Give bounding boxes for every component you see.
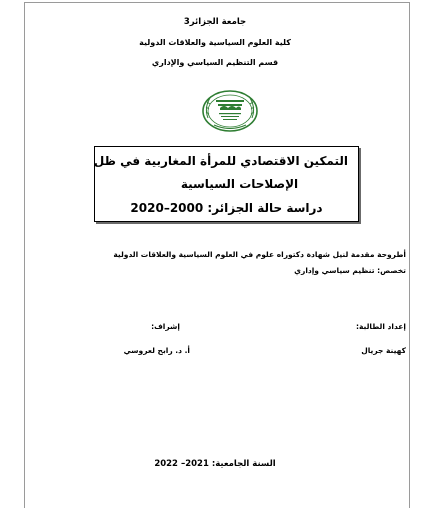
supervisor-name: أ. د. رابح لعروسي <box>123 346 190 355</box>
thesis-description: أطروحة مقدمة لنيل شهادة دكتوراه علوم في العلوم السياسية والعلاقات الدولية <box>113 250 406 259</box>
university-of-algiers-3-seal-icon <box>200 88 260 134</box>
title-line-3: دراسة حالة الجزائر: 2000–2020 <box>130 201 323 215</box>
student-name: كهينة جريال <box>361 346 406 355</box>
title-line-1: التمكين الاقتصادي للمرأة المغاربية في ظل <box>93 154 348 168</box>
academic-year: السنة الجامعية: 2021– 2022 <box>154 459 276 469</box>
faculty-name: كلية العلوم السياسية والعلاقات الدولية <box>139 38 291 47</box>
university-name: جامعة الجزائر3 <box>183 17 247 27</box>
prepared-by-label: إعداد الطالبة: <box>356 322 406 331</box>
title-line-2: الإصلاحات السياسية <box>180 177 299 191</box>
specialization: تخصص: تنظيم سياسي وإداري <box>294 266 406 275</box>
thesis-title-box <box>94 146 359 222</box>
department-name: قسم التنظيم السياسي والإداري <box>151 58 279 67</box>
supervision-label: إشراف: <box>151 322 180 331</box>
